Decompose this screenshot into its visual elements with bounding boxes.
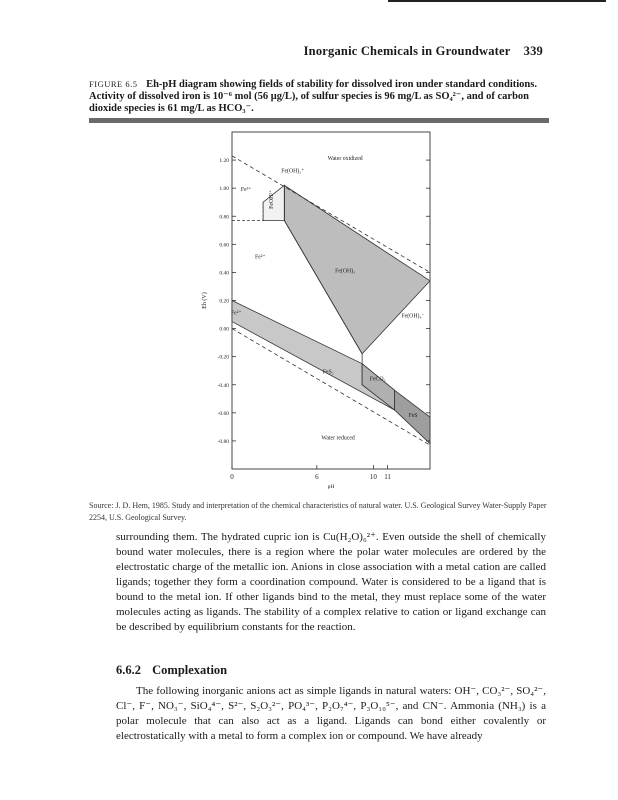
complexation-paragraph: The following inorganic anions act as simple ligands in natural waters: OH⁻, CO₃²⁻, SO₄²⁻, Cl⁻, F⁻, NO₃⁻, SiO₄⁴⁻, S²⁻, S₂O₃²⁻, PO₄³⁻, P₂O₇⁴⁻, P₃O₁₀⁵⁻, and CN⁻. Ammonia (NH₃) is a polar molecule that can also act as a ligand. Ligands can bond either covalently or electrostatically with a metal to form a complex ion or compound. We have already	[116, 685, 546, 742]
x-axis-label: pH	[327, 484, 335, 490]
y-tick-label: 0.40	[219, 270, 229, 277]
figure-label: FIGURE 6.5	[89, 79, 138, 89]
body-paragraph: surrounding them. The hydrated cupric ion is Cu(H₂O)₆²⁺. Even outside the shell of chemically bound water molecules, there is a region where the polar water molecules are ordered by the electrostatic charge of the metallic ion. Anions in close association with a metal cation are called ligands; together they form a coordination compound. Water is considered to be a ligand that is bound to the metal ion. If other ligands bind to the metal, they must replace some of the water molecules acting as ligands. The stability of a complex relative to cation or ligand exchange can be described by equilibrium constants for the reaction.	[116, 531, 546, 633]
y-tick-label: -0.60	[217, 410, 229, 417]
region-label: FeS	[408, 413, 418, 420]
section-title: Complexation	[152, 663, 228, 677]
section-number: 6.6.2	[116, 663, 141, 677]
region-label: Fe(OH)₂⁺	[281, 168, 305, 175]
caption-rule	[89, 118, 549, 123]
y-tick-label: -0.40	[217, 382, 229, 389]
running-title: Inorganic Chemicals in Groundwater	[303, 44, 511, 58]
chart-svg	[194, 124, 442, 492]
top-rule	[388, 0, 606, 2]
running-header	[0, 44, 543, 59]
region-label: Fe(OH)₃	[335, 268, 356, 275]
region-label: FeOH²⁺	[269, 189, 276, 209]
x-tick-label: 10	[369, 473, 377, 481]
x-tick-label: 6	[315, 473, 319, 481]
eh-ph-diagram	[194, 124, 442, 492]
region-label: FeCO₃	[369, 376, 386, 383]
y-tick-label: 0.60	[219, 242, 229, 249]
y-tick-label: -0.20	[217, 354, 229, 361]
y-tick-label: 1.20	[219, 158, 229, 165]
y-tick-label: 1.00	[219, 186, 229, 193]
region-label: Fe³⁺	[240, 186, 252, 193]
y-tick-label: 0.20	[219, 298, 229, 305]
region-label: Fe(OH)₄⁻	[401, 313, 425, 320]
y-axis-label: Eh (V)	[202, 292, 208, 309]
y-tick-label: -0.80	[217, 438, 229, 445]
region-label: Fe²⁺	[254, 254, 266, 261]
region-label: Fe²⁺	[230, 310, 242, 317]
page-number: 339	[523, 44, 543, 58]
figure-caption-text: Eh-pH diagram showing fields of stability for dissolved iron under standard conditions. Activity of dissolved iron is 10⁻⁶ mol (56 μg/L), of sulfur species is 96 mg/L as SO₄²⁻, and of carbon dioxide species is 61 mg/L as HCO₃⁻.	[89, 79, 537, 114]
figure-caption	[89, 78, 549, 115]
region-label: Water oxidized	[327, 156, 363, 163]
region-label: Water reduced	[321, 435, 355, 442]
x-tick-label: 0	[230, 473, 234, 481]
y-tick-label: 0.00	[219, 326, 229, 333]
body-text-block	[116, 530, 546, 635]
x-tick-label: 11	[384, 473, 391, 481]
region-label: FeS₂	[322, 369, 334, 376]
figure-source: Source: J. D. Hem, 1985. Study and interpretation of the chemical characteristics of natural water. U.S. Geological Survey Water-Supply Paper 2254, U.S. Geological Survey.	[89, 501, 547, 522]
section-heading	[116, 663, 227, 678]
y-tick-label: 0.80	[219, 214, 229, 221]
